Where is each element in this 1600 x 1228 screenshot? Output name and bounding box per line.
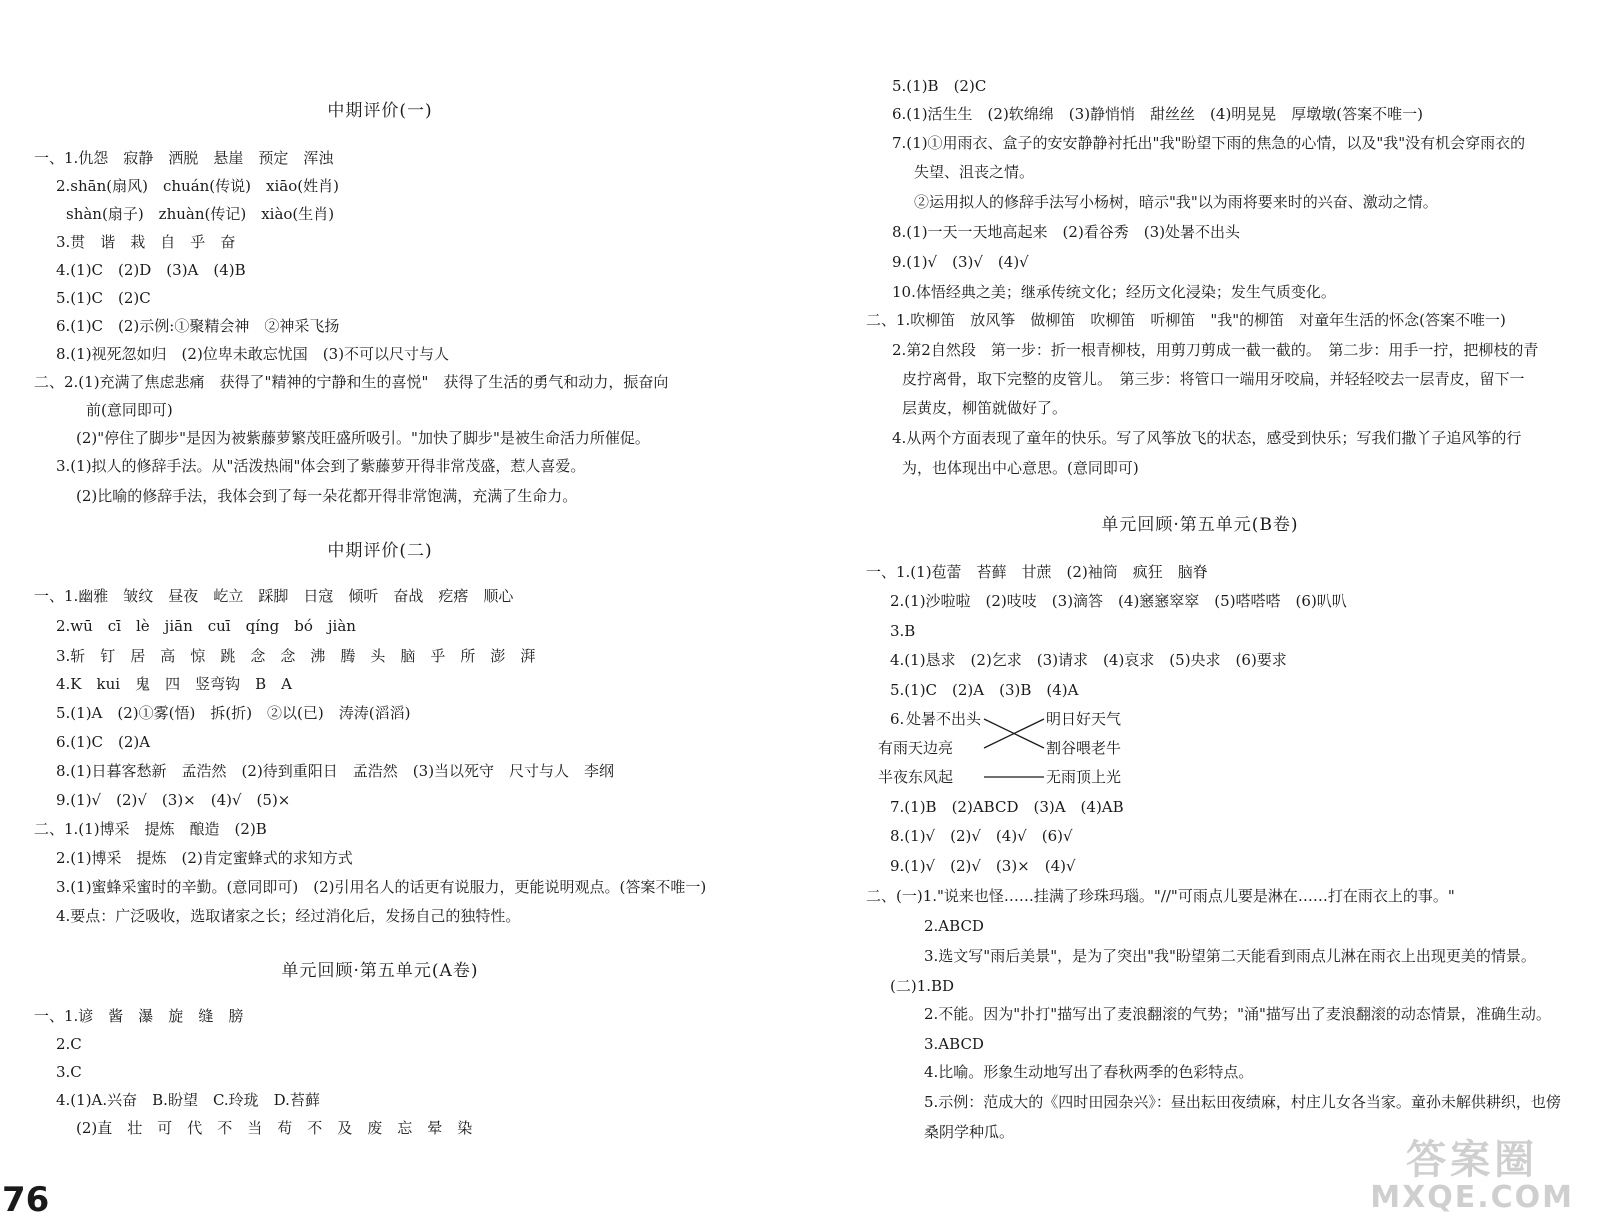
watermark-url: MXQE.COM [1370,1180,1574,1215]
answer-line: 失望、沮丧之情。 [914,163,1035,181]
section-title-unit5-a: 单元回顾·第五单元(A卷) [281,961,479,981]
matching-left-item: 有雨天边亮 [878,739,954,757]
section-title-midterm-2: 中期评价(二) [327,541,433,561]
watermark-text: 答案圈 [1406,1137,1539,1183]
page-number: 76 [2,1180,50,1220]
answer-line: 为，也体现出中心意思。(意同即可) [902,459,1139,477]
answer-line: 2.第2自然段 第一步：折一根青柳枝，用剪刀剪成一截一截的。 第二步：用手一拧，把柳枝的青 [892,341,1539,359]
watermark-logo [1370,1138,1574,1214]
answer-line: 8.(1)视死忽如归 (2)位卑未敢忘忧国 (3)不可以尺寸与人 [56,345,450,363]
answer-line: 一、1.仇怨 寂静 洒脱 悬崖 预定 浑浊 [34,149,334,167]
answer-line: 3.(1)蜜蜂采蜜时的辛勤。(意同即可) (2)引用名人的话更有说服力，更能说明观点。(答案不唯一) [56,878,707,896]
answer-line: 5.(1)C (2)A (3)B (4)A [890,681,1079,699]
answer-line: 5.(1)B (2)C [892,77,987,95]
answer-line: 3.B [890,622,916,640]
answer-line: 二、(一)1."说来也怪……挂满了珍珠玛瑙。"//"可雨点儿要是淋在……打在雨衣上的事。" [866,887,1455,905]
matching-prefix: 6. [890,710,905,728]
answer-line: (2)"停住了脚步"是因为被紫藤萝繁茂旺盛所吸引。"加快了脚步"是被生命活力所催促。 [76,429,650,447]
answer-line: 3.贯 谐 栽 自 乎 奋 [56,233,236,251]
matching-right-item: 明日好天气 [1046,710,1122,728]
answer-line: 2.C [56,1035,82,1053]
answer-line: 一、1.幽雅 皱纹 昼夜 屹立 踩脚 日寇 倾听 奋战 疙瘩 顺心 [34,587,514,605]
answer-line: (二)1.BD [890,977,955,995]
answer-line: 3.(1)拟人的修辞手法。从"活泼热闹"体会到了紫藤萝开得非常茂盛，惹人喜爱。 [56,457,586,475]
answer-line: 2.ABCD [924,917,984,935]
answer-line: 皮拧离骨，取下完整的皮管儿。 第三步：将管口一端用牙咬扁，并轻轻咬去一层青皮，留下一 [902,370,1525,388]
answer-line: 4.(1)恳求 (2)乞求 (3)请求 (4)哀求 (5)央求 (6)要求 [890,651,1287,669]
answer-line: 层黄皮，柳笛就做好了。 [902,399,1068,417]
matching-connector-lines [800,0,1600,1228]
answer-line: 二、1.(1)博采 提炼 酿造 (2)B [34,820,267,838]
answer-line: 2.不能。因为"扑打"描写出了麦浪翻滚的气势；"涌"描写出了麦浪翻滚的动态情景，准确生动。 [924,1005,1551,1023]
answer-line: 7.(1)B (2)ABCD (3)A (4)AB [890,798,1124,816]
matching-right-item: 无雨顶上光 [1046,768,1122,786]
answer-line: 4.(1)A.兴奋 B.盼望 C.玲珑 D.苔藓 [56,1091,320,1109]
matching-left-item: 半夜东风起 [878,768,954,786]
answer-line: 9.(1)√ (2)√ (3)× (4)√ [890,857,1076,875]
right-page [800,0,1600,1228]
section-title-unit5-b: 单元回顾·第五单元(B卷) [1101,515,1299,535]
answer-line: shàn(扇子) zhuàn(传记) xiào(生肖) [66,205,335,223]
answer-line: 4.K kui 鬼 四 竖弯钩 B A [56,675,292,693]
answer-line: 5.(1)A (2)①雾(悟) 拆(折) ②以(已) 涛涛(滔滔) [56,704,411,722]
matching-left-item: 处暑不出头 [906,710,982,728]
answer-line: 6.(1)C (2)A [56,733,151,751]
answer-line: 6.(1)C (2)示例:①聚精会神 ②神采飞扬 [56,317,340,335]
answer-line: 桑阴学种瓜。 [924,1123,1015,1141]
answer-line: 3.选文写"雨后美景"，是为了突出"我"盼望第二天能看到雨点儿淋在雨衣上出现更美的情景。 [924,947,1536,965]
answer-line: 一、1.谚 酱 瀑 旋 缝 膀 [34,1007,244,1025]
matching-right-item: 割谷喂老牛 [1046,739,1122,757]
answer-line: 2.shān(扇风) chuán(传说) xiāo(姓肖) [56,177,339,195]
answer-line: 4.比喻。形象生动地写出了春秋两季的色彩特点。 [924,1063,1254,1081]
answer-line: ②运用拟人的修辞手法写小杨树，暗示"我"以为雨将要来时的兴奋、激动之情。 [914,193,1438,211]
answer-line: 二、2.(1)充满了焦虑悲痛 获得了"精神的宁静和生的喜悦" 获得了生活的勇气和动力，振奋向 [34,373,669,391]
answer-line: 9.(1)√ (2)√ (3)× (4)√ (5)× [56,791,291,809]
answer-line: 3.斩 钉 居 高 惊 跳 念 念 沸 腾 头 脑 乎 所 澎 湃 [56,647,536,665]
answer-line: 一、1.(1)苞蕾 苔藓 甘蔗 (2)袖筒 疯狂 脑脊 [866,563,1208,581]
answer-line: 4.(1)C (2)D (3)A (4)B [56,261,246,279]
answer-line: 6.(1)活生生 (2)软绵绵 (3)静悄悄 甜丝丝 (4)明晃晃 厚墩墩(答案不唯一) [892,105,1424,123]
section-title-midterm-1: 中期评价(一) [327,101,433,121]
answer-line: 3.ABCD [924,1035,984,1053]
answer-line: 2.wū cī lè jiān cuī qíng bó jiàn [56,617,356,635]
answer-line: 二、1.吹柳笛 放风筝 做柳笛 吹柳笛 听柳笛 "我"的柳笛 对童年生活的怀念(答案不唯一) [866,311,1506,329]
answer-line: 9.(1)√ (3)√ (4)√ [892,253,1029,271]
answer-line: (2)比喻的修辞手法，我体会到了每一朵花都开得非常饱满，充满了生命力。 [76,487,578,505]
answer-line: 4.从两个方面表现了童年的快乐。写了风筝放飞的状态，感受到快乐；写我们撒丫子追风筝的行 [892,429,1522,447]
left-page [0,0,790,1228]
answer-line: 5.示例：范成大的《四时田园杂兴》：昼出耘田夜绩麻，村庄儿女各当家。童孙未解供耕织，也傍 [924,1093,1561,1111]
answer-line: 10.体悟经典之美；继承传统文化；经历文化浸染；发生气质变化。 [892,283,1336,301]
answer-line: 4.要点：广泛吸收，选取诸家之长；经过消化后，发扬自己的独特性。 [56,907,521,925]
answer-line: 5.(1)C (2)C [56,289,151,307]
answer-line: (2)直 壮 可 代 不 当 苟 不 及 废 忘 晕 染 [76,1119,473,1137]
answer-line: 3.C [56,1063,82,1081]
answer-line: 8.(1)一天一天地高起来 (2)看谷秀 (3)处暑不出头 [892,223,1241,241]
answer-line: 8.(1)√ (2)√ (4)√ (6)√ [890,827,1073,845]
answer-line: 7.(1)①用雨衣、盒子的安安静静衬托出"我"盼望下雨的焦急的心情，以及"我"没有机会穿雨衣的 [892,134,1526,152]
answer-line: 前(意同即可) [86,401,173,419]
answer-line: 2.(1)博采 提炼 (2)肯定蜜蜂式的求知方式 [56,849,353,867]
answer-line: 8.(1)日暮客愁新 孟浩然 (2)待到重阳日 孟浩然 (3)当以死守 尺寸与人 李纲 [56,762,615,780]
answer-line: 2.(1)沙啦啦 (2)吱吱 (3)滴答 (4)窸窸窣窣 (5)嗒嗒嗒 (6)叭叭 [890,592,1347,610]
